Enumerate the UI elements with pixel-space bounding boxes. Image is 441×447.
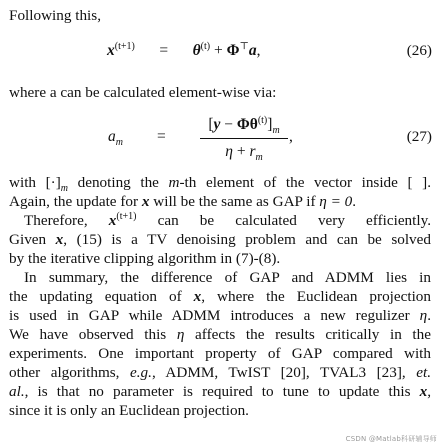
text-th-element: -th element of the vector inside [ ]. [179, 174, 431, 191]
text-line-1 [9, 6, 431, 25]
text-same-as-gap: will be the same as GAP if [149, 193, 320, 210]
text-where-a: where a can be calculated element-wise via: [9, 84, 277, 101]
text-line-10 [9, 306, 431, 325]
eq27-phi-theta: Φθ [236, 116, 258, 133]
eq27-numerator [200, 114, 288, 136]
text-experiments: experiments. One important property of GAP compared with [9, 345, 431, 362]
symbol-x-t1: x [108, 212, 117, 229]
text-line-7 [9, 249, 431, 268]
eq26-theta: θ [192, 42, 201, 59]
eq27-den-plus: + [232, 143, 250, 160]
text-line-13 [9, 363, 431, 382]
eq27-r-sub: m [255, 152, 263, 164]
text-updating-equation: the updating equation of [9, 288, 194, 305]
text-euclidean-projection: , where the Euclidean projection [201, 288, 431, 305]
text-used-in-gap: is used in GAP while ADMM introduces a new regulizer [9, 307, 420, 324]
text-period-2: . [427, 307, 431, 324]
eq27-y: y [213, 116, 221, 133]
equation-27 [0, 114, 441, 164]
eq26-phi: Φ [226, 42, 240, 59]
eq27-equals: = [157, 128, 166, 145]
eq27-close-bracket: ] [267, 116, 273, 133]
eq26-theta-sup: (t) [200, 40, 211, 52]
eq26-phi-sup: ⊤ [239, 40, 249, 52]
bracket-m-sub: m [60, 183, 69, 195]
symbol-x-t1-sup: (t+1) [116, 210, 137, 222]
text-no-parameter: , is that no parameter is required to tune to update this [24, 383, 420, 400]
eq27-open-bracket: [ [208, 116, 214, 133]
text-given: Given [9, 231, 56, 248]
text-line-14 [9, 382, 431, 401]
text-line-2 [9, 83, 431, 102]
text-et: et. [416, 364, 431, 381]
symbol-x-tune: x [419, 383, 428, 400]
text-al: al. [9, 383, 25, 400]
text-line-3 [9, 173, 431, 195]
text-comma: , [427, 383, 431, 400]
eq26-comma: , [256, 42, 261, 59]
eq26-plus: + [210, 42, 227, 59]
text-calculated-efficiently: can be calculated very efficiently. [136, 212, 431, 229]
eq27-denominator [200, 141, 288, 163]
text-with-bracket: with [·] [9, 174, 61, 191]
text-following: Following this, [9, 7, 101, 24]
text-eg: e.g. [130, 364, 152, 381]
text-we-have-observed: We have observed this [9, 326, 177, 343]
eq27-a: a [108, 128, 116, 145]
text-therefore: Therefore, [24, 212, 109, 229]
text-affects-results: affects the results critically in the [184, 326, 431, 343]
equation-27-number: (27) [406, 128, 432, 145]
text-line-9 [9, 287, 431, 306]
eq27-fraction [200, 114, 288, 163]
symbol-x-given: x [55, 231, 64, 248]
eq27-theta-sup: (t) [257, 114, 268, 126]
symbol-eta-observed: η [176, 326, 185, 343]
text-since-euclidean: since it is only an Euclidean projection. [9, 402, 249, 419]
eq27-comma: , [289, 128, 293, 145]
text-other-algorithms: other algorithms, [9, 364, 131, 381]
text-line-5 [24, 211, 431, 230]
symbol-m: m [168, 174, 180, 191]
text-admm-twist-tval3: , ADMM, TwIST [20], TVAL3 [23], [151, 364, 417, 381]
eq27-bracket-sub: m [272, 125, 280, 137]
csdn-watermark: CSDN @Matlab科研辅导师 [345, 435, 437, 443]
text-line-6 [9, 230, 431, 249]
equation-26 [0, 40, 441, 64]
eq26-x: x [107, 42, 115, 59]
text-line-12 [9, 344, 431, 363]
text-denoting: denoting the [68, 174, 169, 191]
eq26-a: a [248, 42, 257, 59]
symbol-x: x [141, 193, 150, 210]
equation-26-body [107, 40, 260, 62]
eq27-r: r [249, 143, 256, 160]
text-iterative-clipping: by the iterative clipping algorithm in (7)-(8). [9, 250, 281, 267]
text-line-11 [9, 325, 431, 344]
eq27-lhs [108, 128, 123, 149]
text-line-8 [24, 268, 431, 287]
eq27-eta: η [225, 143, 233, 160]
symbol-eta-zero: η = 0 [319, 193, 353, 210]
text-in-summary: In summary, the difference of GAP and ADMM lies in [24, 269, 431, 286]
eq27-a-sub: m [115, 137, 123, 149]
symbol-x-updating: x [193, 288, 202, 305]
text-again: Again, the update for [9, 193, 142, 210]
eq26-equals: = [159, 42, 169, 59]
text-tv-denoising: , (15) is a TV denoising problem and can be solved [63, 231, 431, 248]
eq27-fraction-bar [200, 138, 288, 139]
symbol-eta-regulizer: η [419, 307, 428, 324]
text-line-15 [9, 401, 431, 420]
equation-26-number: (26) [406, 42, 432, 59]
eq26-x-sup: (t+1) [114, 40, 135, 52]
eq27-minus: − [220, 116, 237, 133]
text-period: . [352, 193, 357, 210]
text-line-4 [9, 192, 431, 211]
